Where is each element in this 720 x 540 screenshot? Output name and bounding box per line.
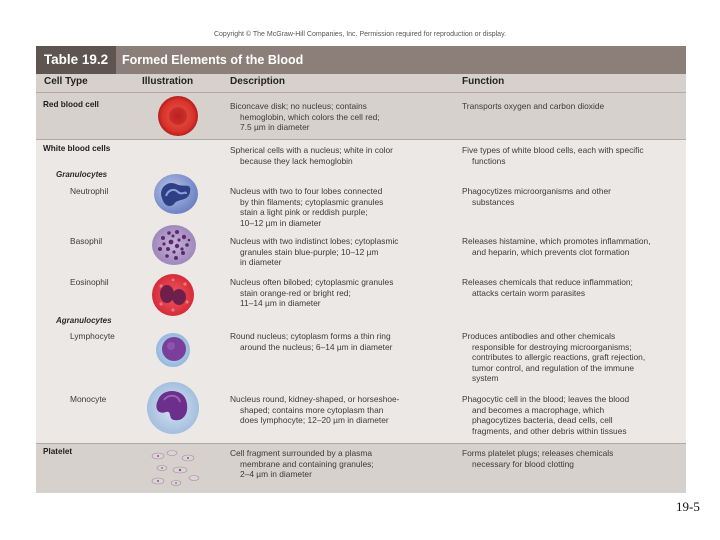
- description-eosinophil: Nucleus often bilobed; cytoplasmic granules stain orange-red or bright red; 11–14 µm in diameter: [230, 277, 394, 309]
- subheading-granulocytes: Granulocytes: [56, 170, 108, 179]
- function-lymphocyte: Produces antibodies and other chemicals responsible for destroying microorganisms; contributes to allergic reactions, graft rejection, tumor control, and regulation of the immune system: [462, 331, 646, 384]
- function-red-blood-cell: Transports oxygen and carbon dioxide: [462, 101, 605, 111]
- neutrophil-illustration: [150, 172, 202, 216]
- blood-elements-table: [36, 46, 686, 493]
- description-monocyte: Nucleus round, kidney-shaped, or horseshoe- shaped; contains more cytoplasm than does lymphocyte; 12–20 µm in diameter: [230, 394, 400, 426]
- header-illustration: Illustration: [142, 76, 194, 87]
- cell-type-eosinophil: Eosinophil: [70, 277, 109, 287]
- description-red-blood-cell: Biconcave disk; no nucleus; contains hemoglobin, which colors the cell red; 7.5 µm in diameter: [230, 101, 380, 133]
- platelet-illustration: [148, 448, 204, 490]
- description-lymphocyte: Round nucleus; cytoplasm forms a thin ring around the nucleus; 6–14 µm in diameter: [230, 331, 393, 352]
- function-basophil: Releases histamine, which promotes inflammation, and heparin, which prevents clot formation: [462, 236, 651, 257]
- description-basophil: Nucleus with two indistinct lobes; cytoplasmic granules stain blue-purple; 10–12 µm in diameter: [230, 236, 399, 268]
- table-number: Table 19.2: [36, 46, 116, 74]
- function-eosinophil: Releases chemicals that reduce inflammation; attacks certain worm parasites: [462, 277, 633, 298]
- header-cell-type: Cell Type: [44, 76, 88, 87]
- table-title-bar: [36, 46, 686, 74]
- cell-type-white-blood-cells: White blood cells: [43, 144, 111, 153]
- function-platelet: Forms platelet plugs; releases chemicals necessary for blood clotting: [462, 448, 614, 469]
- header-description: Description: [230, 76, 286, 87]
- red-blood-cell-illustration: [156, 94, 200, 138]
- function-neutrophil: Phagocytizes microorganisms and other substances: [462, 186, 611, 207]
- header-band: [36, 74, 686, 92]
- cell-type-platelet: Platelet: [43, 447, 73, 456]
- subheading-agranulocytes: Agranulocytes: [56, 316, 112, 325]
- cell-type-neutrophil: Neutrophil: [70, 186, 109, 196]
- header-function: Function: [462, 76, 505, 87]
- cell-type-lymphocyte: Lymphocyte: [70, 331, 115, 341]
- table-title: Formed Elements of the Blood: [122, 53, 304, 67]
- basophil-illustration: [149, 222, 199, 268]
- eosinophil-illustration: [149, 272, 197, 318]
- cell-type-red-blood-cell: Red blood cell: [43, 100, 99, 109]
- copyright-notice: Copyright © The McGraw-Hill Companies, Inc. Permission required for reproduction or display.: [213, 31, 506, 38]
- page-number: 19-5: [676, 499, 700, 514]
- function-white-blood-cells: Five types of white blood cells, each with specific functions: [462, 145, 644, 166]
- function-monocyte: Phagocytic cell in the blood; leaves the blood and becomes a macrophage, which phagocytizes bacteria, dead cells, cell fragments, and other debris within tissues: [462, 394, 630, 436]
- cell-type-monocyte: Monocyte: [70, 394, 107, 404]
- cell-type-basophil: Basophil: [70, 236, 103, 246]
- description-white-blood-cells: Spherical cells with a nucleus; white in color because they lack hemoglobin: [230, 145, 393, 166]
- monocyte-illustration: [144, 378, 202, 436]
- description-platelet: Cell fragment surrounded by a plasma membrane and containing granules; 2–4 µm in diameter: [230, 448, 374, 480]
- description-neutrophil: Nucleus with two to four lobes connected by thin filaments; cytoplasmic granules stain a light pink or reddish purple; 10–12 µm in diameter: [230, 186, 384, 228]
- lymphocyte-illustration: [153, 331, 193, 369]
